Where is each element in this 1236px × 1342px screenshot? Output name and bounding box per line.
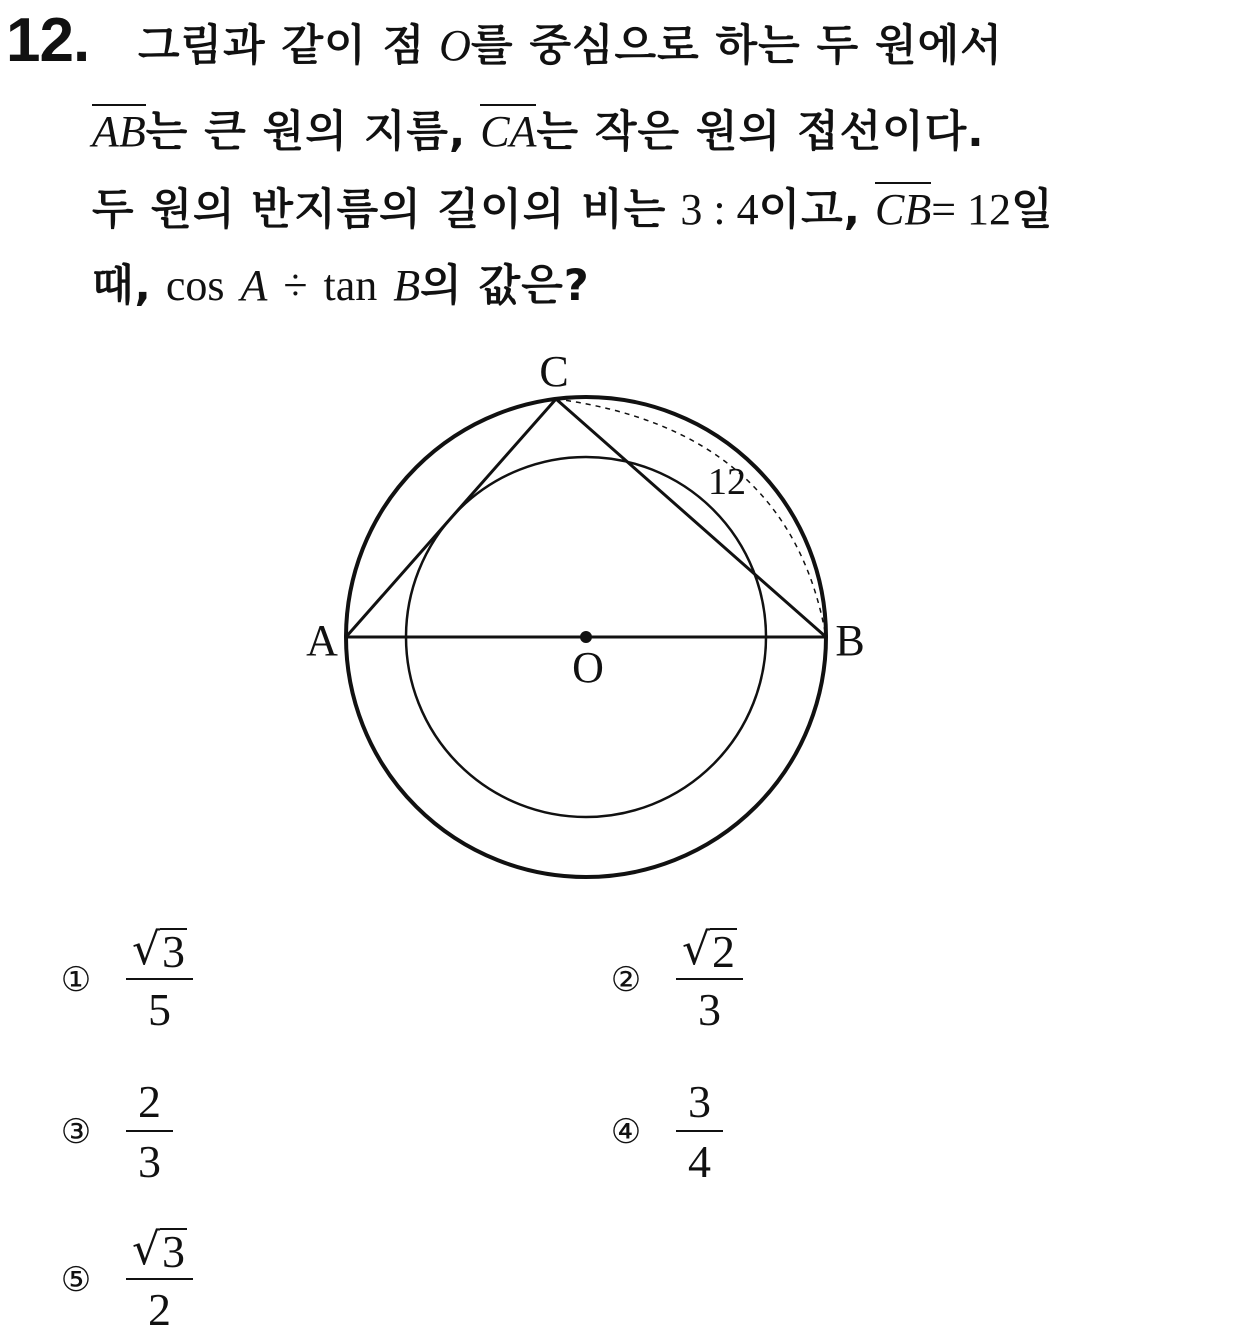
cb-value: = 12 (931, 185, 1012, 234)
label-b: B (835, 616, 865, 665)
label-c: C (539, 347, 569, 396)
question-text: 를 중심으로 하는 두 원에서 (470, 21, 1003, 71)
denominator: 5 (126, 978, 193, 1034)
choice-3[interactable] (50, 1078, 173, 1186)
point-o-var: O (439, 21, 471, 70)
choice-5[interactable] (50, 1225, 193, 1334)
radius-ratio: 3 : 4 (680, 185, 759, 234)
question-text: 의 값은? (420, 261, 590, 311)
segment-ca: CA (480, 104, 536, 156)
choice-fraction (676, 1078, 723, 1186)
denominator: 4 (676, 1130, 723, 1186)
angle-a-var: A (240, 261, 268, 310)
choice-marker: ③ (60, 1112, 92, 1152)
numerator: 3 (162, 1226, 186, 1277)
question-text: 일 (1011, 185, 1054, 235)
angle-b-var: B (393, 261, 421, 310)
label-o: O (572, 643, 604, 692)
segment-ab: AB (92, 104, 146, 156)
choice-marker: ⑤ (60, 1259, 92, 1300)
question-number: 12. (6, 6, 90, 75)
numerator: 2 (138, 1076, 161, 1127)
label-a: A (306, 616, 338, 665)
question-text: 는 작은 원의 접선이다. (536, 107, 985, 157)
choice-fraction (126, 1078, 173, 1186)
label-12: 12 (708, 461, 746, 503)
choice-marker: ① (60, 959, 92, 1000)
choice-fraction (126, 925, 193, 1034)
choice-fraction (126, 1225, 193, 1334)
divide-sign: ÷ (283, 261, 308, 310)
numerator: 3 (162, 926, 186, 977)
sqrt-icon: √ (682, 924, 711, 975)
question-text: 때, (92, 261, 152, 311)
choice-marker: ④ (610, 1112, 642, 1152)
segment-cb-line (556, 399, 826, 637)
question-text: 그림과 같이 점 (138, 21, 426, 71)
sqrt-icon: √ (132, 924, 161, 975)
choice-4[interactable] (600, 1078, 723, 1186)
tan-func: tan (323, 261, 378, 310)
sqrt-icon: √ (132, 1224, 161, 1275)
segment-cb: CB (875, 182, 931, 234)
denominator: 3 (126, 1130, 173, 1186)
numerator: 3 (688, 1076, 711, 1127)
choice-1[interactable] (50, 925, 193, 1034)
numerator: 2 (712, 926, 736, 977)
choice-marker: ② (610, 959, 642, 1000)
denominator: 3 (676, 978, 743, 1034)
question-text: 는 큰 원의 지름, (145, 107, 467, 157)
choice-2[interactable] (600, 925, 743, 1034)
choice-fraction (676, 925, 743, 1034)
denominator: 2 (126, 1278, 193, 1334)
question-text: 이고, (758, 185, 861, 235)
center-point (580, 631, 592, 643)
question-text: 두 원의 반지름의 길이의 비는 (92, 185, 667, 235)
cos-func: cos (165, 261, 225, 310)
